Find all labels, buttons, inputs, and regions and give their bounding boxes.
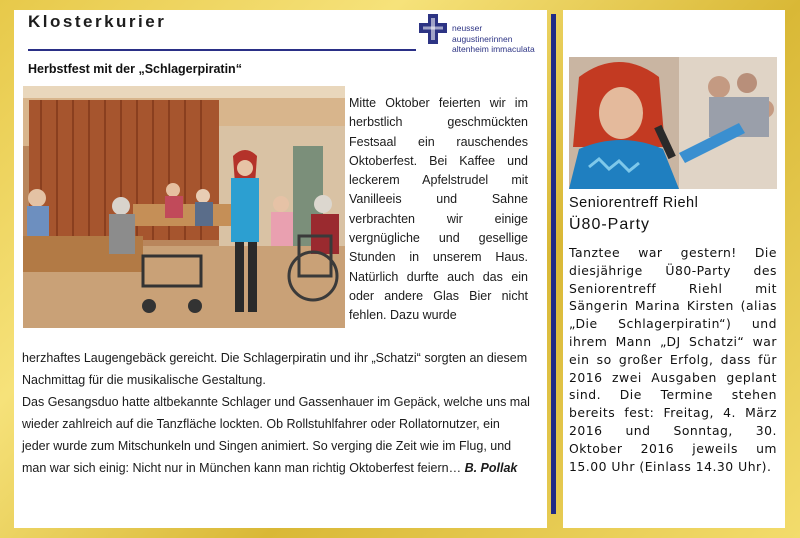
article-full-text <box>22 347 530 479</box>
cross-icon <box>416 12 450 46</box>
masthead-rule <box>28 49 416 51</box>
right-article-subtitle: Ü80-Party <box>569 216 651 233</box>
logo-line: neusser <box>452 23 483 33</box>
masthead-title: Klosterkurier <box>28 12 167 31</box>
singer-photo <box>569 57 777 189</box>
column-divider <box>551 14 556 514</box>
oktoberfest-photo <box>23 86 345 328</box>
logo-text <box>452 23 535 55</box>
logo-line: altenheim immaculata <box>452 44 535 54</box>
article-paragraph-text: Das Gesangsduo hatte altbekannte Schlager und Gassenhauer im Gepäck, welche uns mal wieder zahlreich auf die Tanzfläche lockten. Ob Rollstuhlfahrer oder Rollatornutzer, ein jeder wurde zum Mitschunkeln und Singen animiert. So verging die Zeit wie im Flug, und man war sich einig: Nicht nur in München kann man richtig Oktoberfest feiern… <box>22 395 530 475</box>
article-paragraph <box>22 391 530 479</box>
logo-line: augustinerinnen <box>452 33 513 44</box>
right-article-title: Seniorentreff Riehl <box>569 195 699 211</box>
article-author: B. Pollak <box>464 461 518 475</box>
right-article-text: Tanztee war gestern! Die diesjährige Ü80-Party des Seniorentreff Riehl mit Sängerin Marina Kirsten (alias „Die Schlagerpiratin“) und ihrem Mann „DJ Schatzi“ war ein so großer Erfolg, dass für 2016 zwei Ausgaben geplant sind. Die Termine stehen bereits fest: Freitag, 4. März 2016 und Sonntag, 30. Oktober 2016 jeweils um 15.00 Uhr (Einlass 14.30 Uhr). <box>569 245 777 474</box>
article-column-text: Mitte Oktober feierten wir im herbstlich geschmückten Festsaal ein rauschendes Oktoberfest. Bei Kaffee und leckerem Apfelstrudel mit Vanilleeis und Sahne verbrachten wir einige vergnügliche und gesellige Stunden in unserem Haus. Natürlich durfte auch das ein oder andere Glas Bier nicht fehlen. Dazu wurde <box>349 96 528 323</box>
article-headline: Herbstfest mit der „Schlagerpiratin“ <box>28 62 242 76</box>
article-paragraph: herzhaftes Laugengebäck gereicht. Die Schlagerpiratin und ihr „Schatzi“ sorgten an diesem Nachmittag für die musikalische Gestaltung. <box>22 351 528 387</box>
